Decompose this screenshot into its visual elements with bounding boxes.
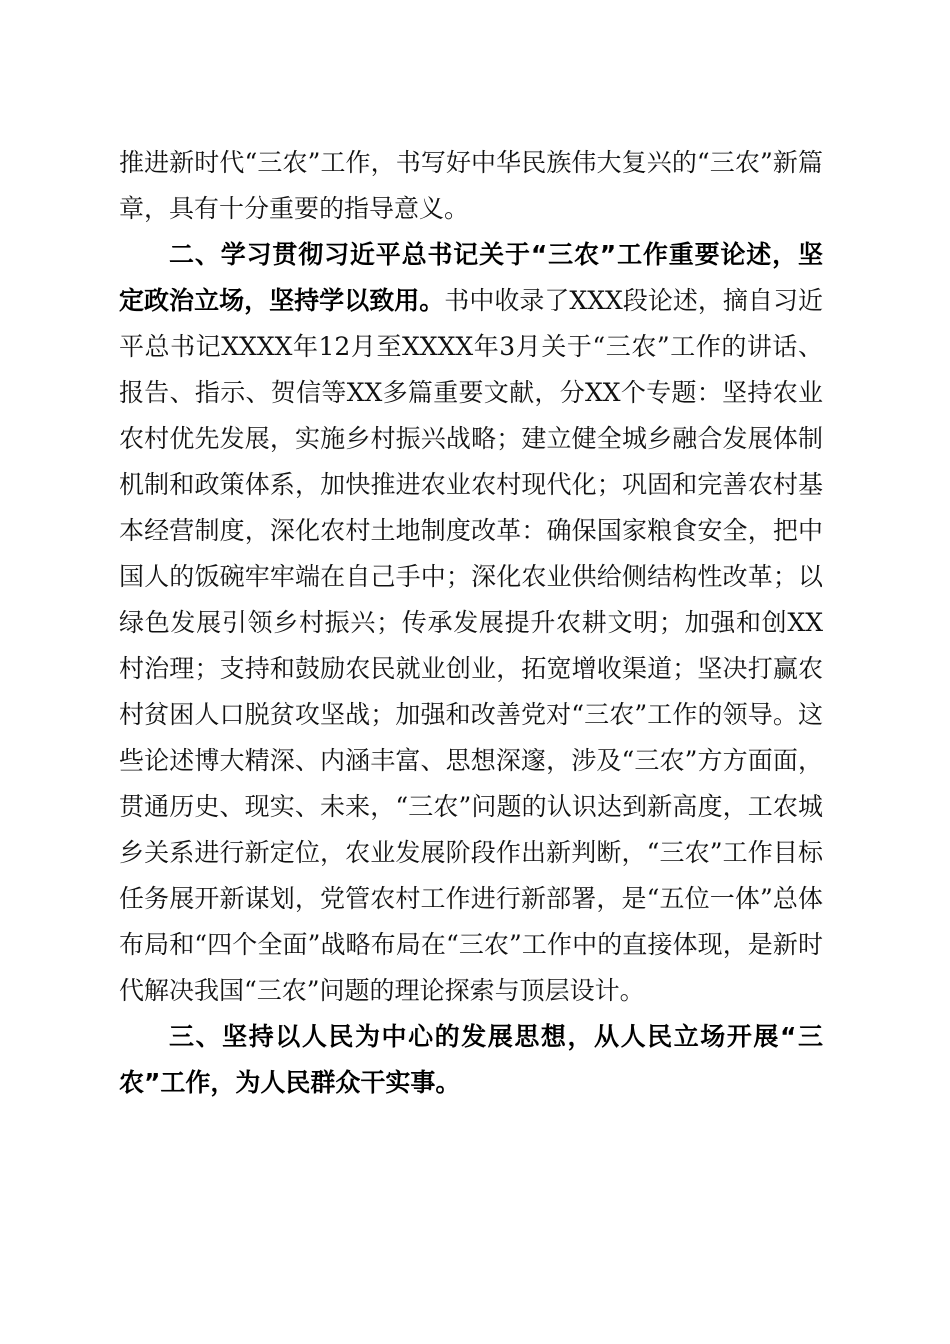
section-two-body: 书中收录了XXX段论述，摘自习近平总书记XXXX年12月至XXXX年3月关于“三农”工作的讲话、报告、指示、贺信等XX多篇重要文献，分XX个专题：坚持农业农村优先发展，实施乡村振兴战略；建立健全城乡融合发展体制机制和政策体系，加快推进农业农村现代化；巩固和完善农村基本经营制度，深化农村土地制度改革：确保国家粮食安全，把中国人的饭碗牢牢端在自己手中；深化农业供给侧结构性改革；以绿色发展引领乡村振兴；传承发展提升农耕文明；加强和创XX村治理；支持和鼓励农民就业创业，拓宽增收渠道；坚决打赢农村贫困人口脱贫攻坚战；加强和改善党对“三农”工作的领导。这些论述博大精深、内涵丰富、思想深邃，涉及“三农”方方面面，贯通历史、现实、未来，“三农”问题的认识达到新高度，工农城乡关系进行新定位，农业发展阶段作出新判断，“三农”工作目标任务展开新谋划，党管农村工作进行新部署，是“五位一体”总体布局和“四个全面”战略布局在“三农”工作中的直接体现，是新时代解决我国“三农”问题的理论探索与顶层设计。 bbox=[119, 286, 823, 1005]
section-two-heading: 二、学习贯彻习近平总书记关于“三农”工作重要论述，坚定政治立场，坚持学以致用。 bbox=[119, 240, 823, 315]
section-two-paragraph bbox=[119, 232, 823, 1014]
section-three-heading: 三、坚持以人民为中心的发展思想，从人民立场开展“三农”工作，为人民群众干实事。 bbox=[119, 1022, 823, 1097]
paragraph-continuation: 推进新时代“三农”工作，书写好中华民族伟大复兴的“三农”新篇章，具有十分重要的指导意义。 bbox=[119, 148, 823, 223]
document-page bbox=[119, 140, 823, 1106]
section-three-paragraph bbox=[119, 1014, 823, 1106]
